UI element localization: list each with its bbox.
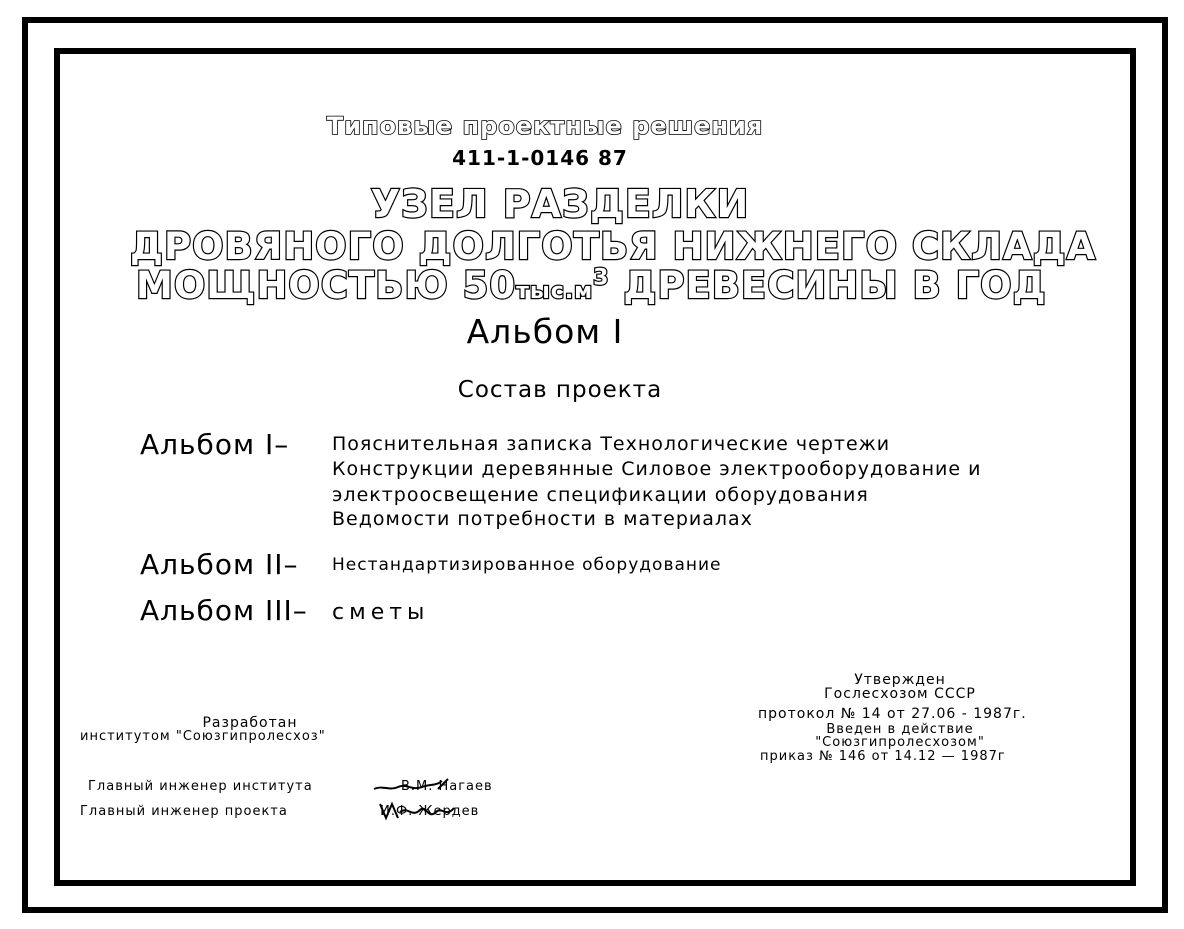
album-1-line-3: электроосвещение спецификации оборудования [332,484,869,506]
title-capacity: МОЩНОСТЬЮ 50 [136,264,517,307]
approval-line-2: Гослесхозом СССР [824,686,976,702]
title-unit: тыс.м [516,279,594,304]
album-1-label: Альбом I– [140,428,290,461]
chief-engineer-project-title: Главный инженер проекта [80,804,288,819]
album-1-line-1: Пояснительная записка Технологические чертежи [332,433,891,455]
approval-line-1: Утвержден [854,672,946,688]
composition-heading: Состав проекта [457,377,663,403]
approval-line-3: протокол № 14 от 27.06 - 1987г. [758,706,1027,722]
album-2-line-1: Нестандартизированное оборудование [332,555,722,575]
approval-line-4: Введен в действие [826,722,974,737]
album-heading: Альбом I [466,312,624,351]
approval-line-5: "Союзгипролесхозом" [815,735,985,750]
chief-engineer-institute-name: В.М. Нагаев [400,779,493,794]
approval-line-6: приказ № 146 от 14.12 — 1987г [760,749,1006,764]
chief-engineer-institute-title: Главный инженер института [88,779,313,794]
album-2-label: Альбом II– [140,548,299,581]
album-3-line-1: сметы [332,600,430,625]
project-code: 411-1-0146 87 [452,146,628,170]
album-1-line-2: Конструкции деревянные Силовое электрооборудование и [332,458,982,480]
title-unit-exponent: 3 [593,265,610,291]
album-1-line-4: Ведомости потребности в материалах [332,508,753,530]
album-3-label: Альбом III– [140,594,308,627]
developer-line-2: институтом "Союзгипролесхоз" [80,729,326,744]
signature-zherdev [378,798,462,824]
title-line-3 [136,264,1047,307]
title-line-2: ДРОВЯНОГО ДОЛГОТЬЯ НИЖНЕГО СКЛАДА [130,225,1097,268]
title-wood-per-year: ДРЕВЕСИНЫ В ГОД [623,264,1047,307]
developer-line-1: Разработан [202,715,298,731]
chief-engineer-project-name: И.Ф. Жердев [380,804,480,819]
series-title: Типовые проектные решения [326,112,764,140]
signature-nagaev [372,775,450,797]
title-line-1: УЗЕЛ РАЗДЕЛКИ [370,182,750,226]
